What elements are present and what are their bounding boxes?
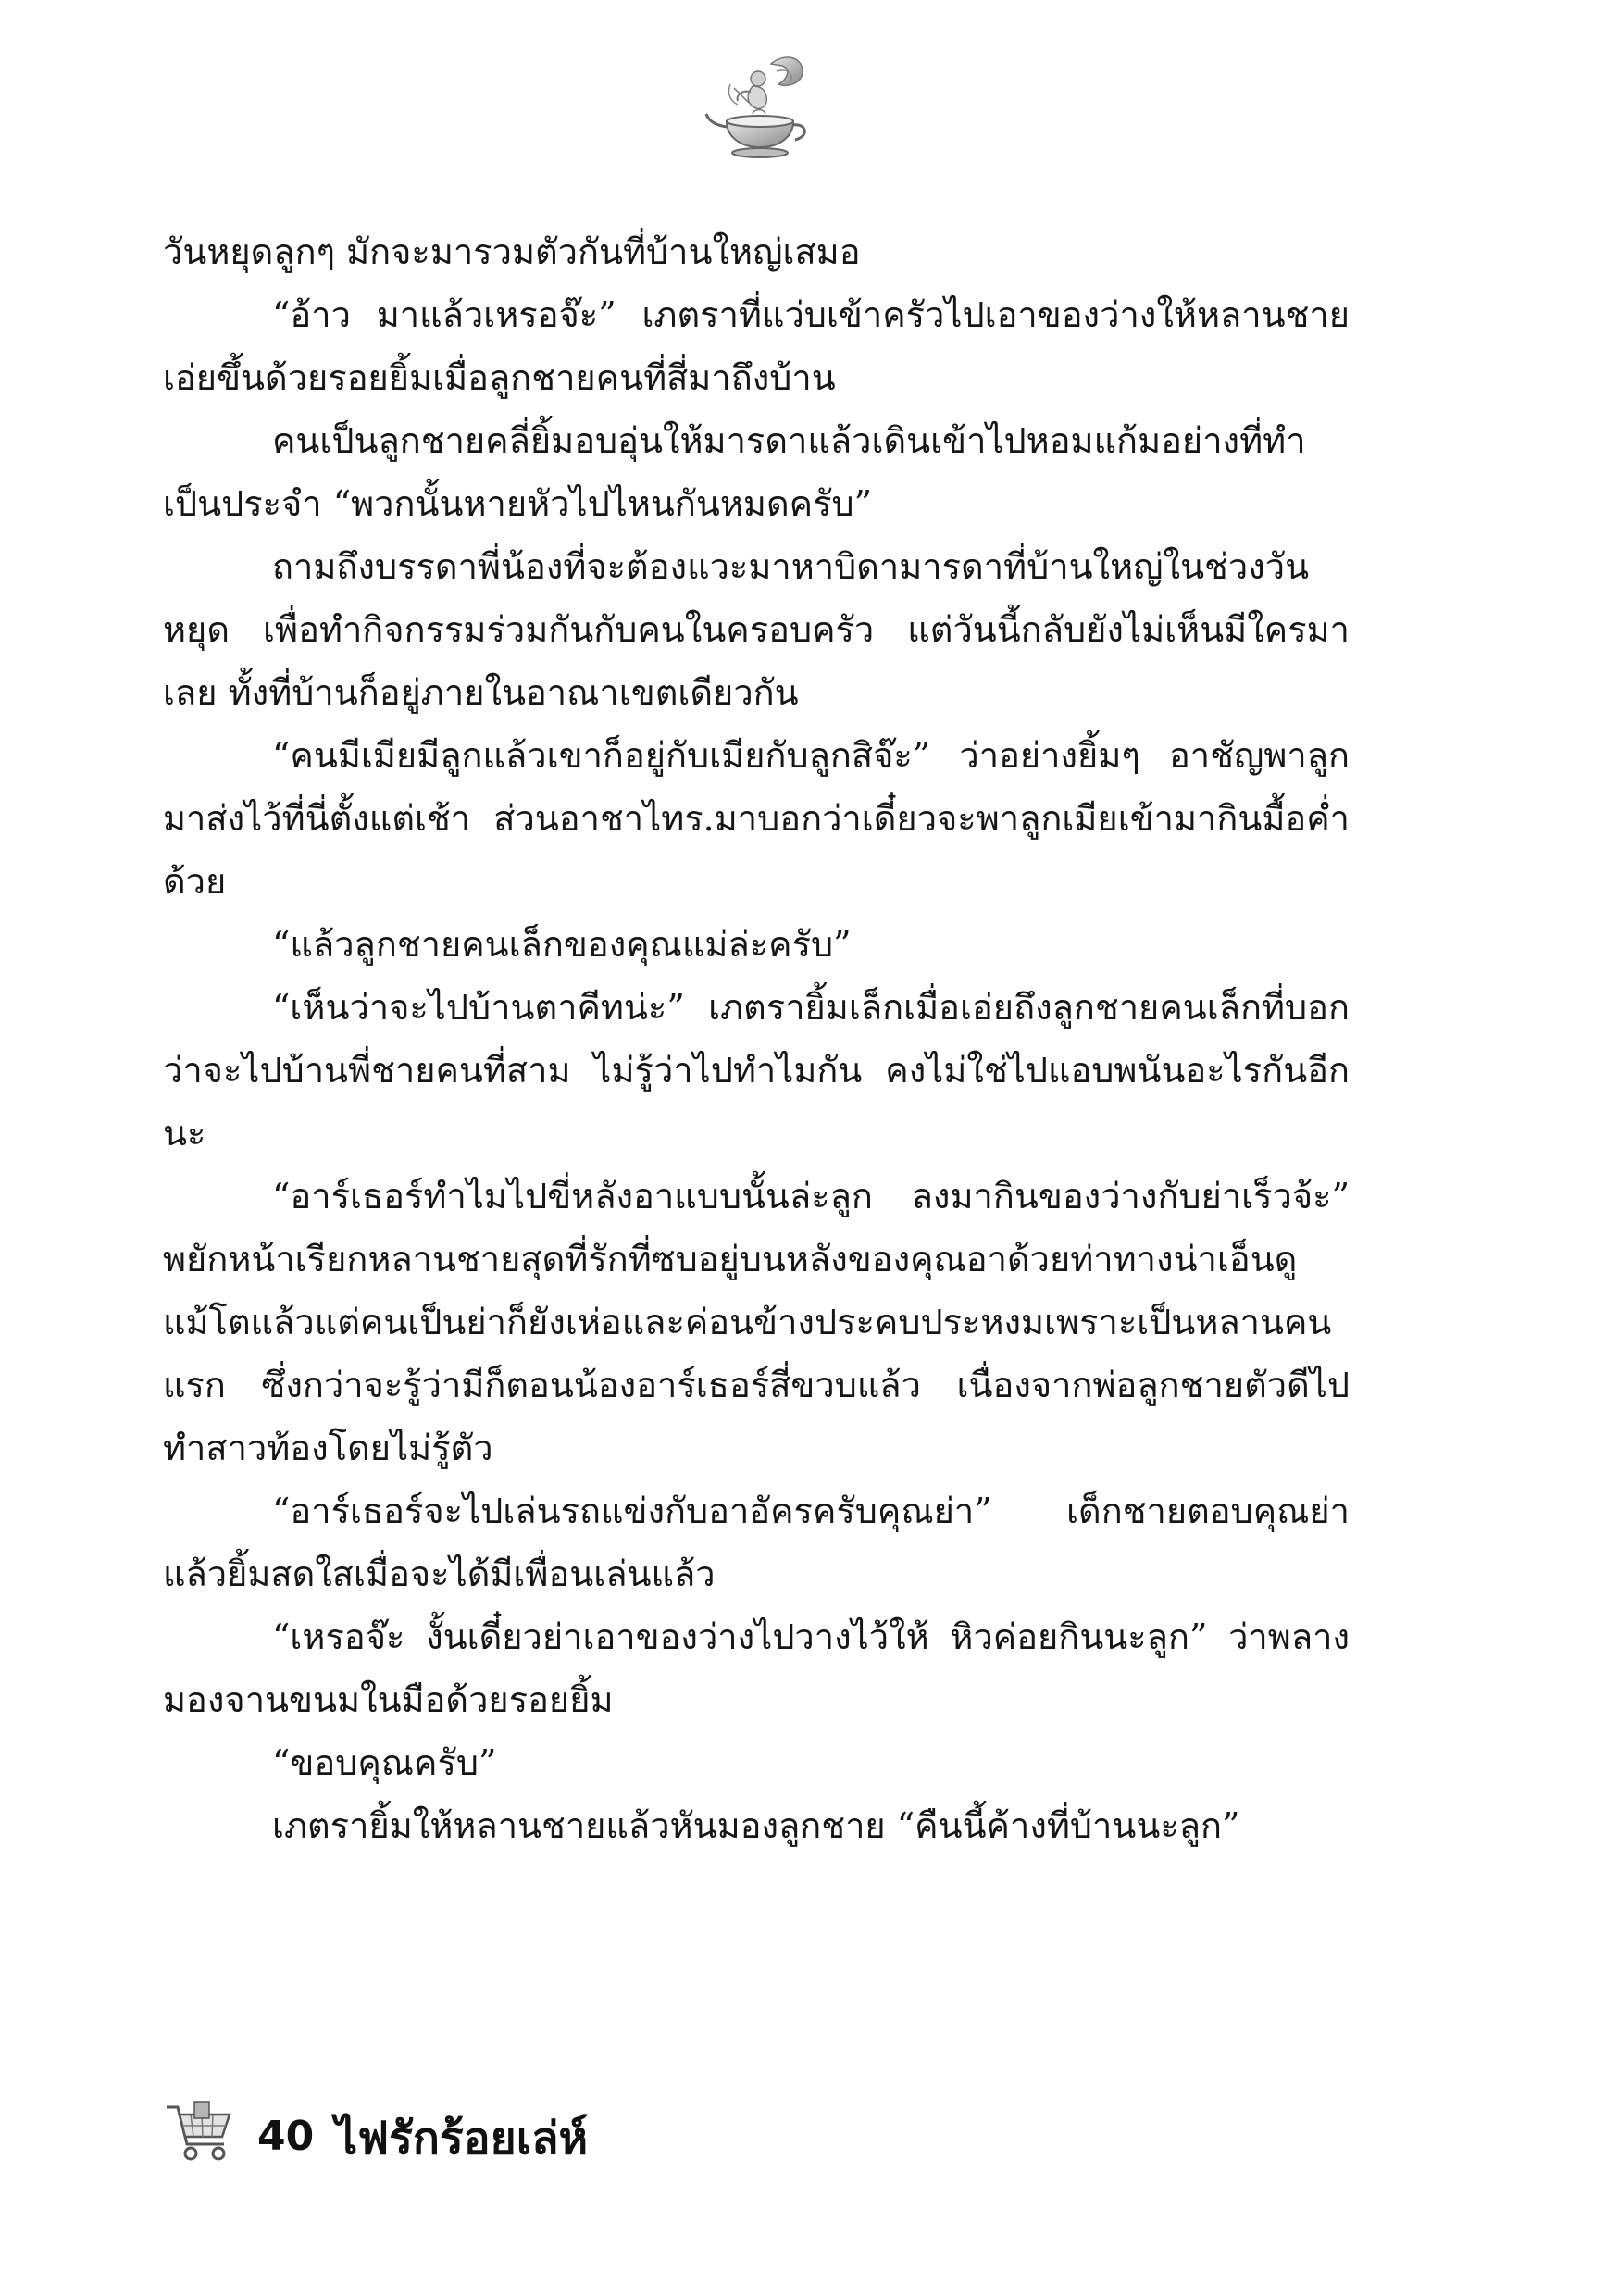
paragraph: “ขอบคุณครับ” [272,1742,497,1783]
paragraph: “อาร์เธอร์จะไปเล่นรถแข่งกับอาอัครครับคุณย่า” เด็กชายตอบคุณย่าแล้วยิ้มสดใสเมื่อจะได้มีเพื่อนเล่นแล้ว [163,1491,1350,1594]
paragraph: “คนมีเมียมีลูกแล้วเขาก็อยู่กับเมียกับลูกสิจ๊ะ” ว่าอย่างยิ้มๆ อาชัญพาลูกมาส่งไว้ที่นี่ตั้งแต่เช้า ส่วนอาชาไทร.มาบอกว่าเดี๋ยวจะพาลูกเมียเข้ามากินมื้อค่ำด้วย [163,735,1350,902]
paragraph: “เห็นว่าจะไปบ้านตาคีทน่ะ” เภตรายิ้มเล็กเมื่อเอ่ยถึงลูกชายคนเล็กที่บอกว่าจะไปบ้านพี่ชายคนที่สาม ไม่รู้ว่าไปทำไมกัน คงไม่ใช่ไปแอบพนันอะไรกันอีกนะ [163,987,1350,1154]
paragraph: “อ้าว มาแล้วเหรอจ๊ะ” เภตราที่แว่บเข้าครัวไปเอาของว่างให้หลานชายเอ่ยขึ้นด้วยรอยยิ้มเมื่อลูกชายคนที่สี่มาถึงบ้าน [163,294,1350,398]
paragraph: ถามถึงบรรดาพี่น้องที่จะต้องแวะมาหาบิดามารดาที่บ้านใหญ่ในช่วงวันหยุด เพื่อทำกิจกรรมร่วมกันกับคนในครอบครัว แต่วันนี้กลับยังไม่เห็นมีใครมาเลย ทั้งที่บ้านก็อยู่ภายในอาณาเขตเดียวกัน [163,546,1350,713]
cupid-teacup-ornament-icon [699,51,819,171]
page-number: 40 [257,2113,315,2160]
paragraph: คนเป็นลูกชายคลี่ยิ้มอบอุ่นให้มารดาแล้วเดินเข้าไปหอมแก้มอย่างที่ทำเป็นประจำ “พวกนั้นหายหัวไปไหนกันหมดครับ” [163,420,1306,524]
paragraph: “อาร์เธอร์ทำไมไปขี่หลังอาแบบนั้นล่ะลูก ลงมากินของว่างกับย่าเร็วจ้ะ” พยักหน้าเรียกหลานชายสุดที่รักที่ซบอยู่บนหลังของคุณอาด้วยท่าทางน่าเอ็นดู แม้โตแล้วแต่คนเป็นย่าก็ยังเห่อและค่อนข้างประคบประหงมเพราะเป็นหลานคนแรก ซึ่งกว่าจะรู้ว่ามีก็ตอนน้องอาร์เธอร์สี่ขวบแล้ว เนื่องจากพ่อลูกชายตัวดีไปทำสาวท้องโดยไม่รู้ตัว [163,1176,1350,1468]
page-footer [163,2094,811,2187]
paragraph: “แล้วลูกชายคนเล็กของคุณแม่ล่ะครับ” [272,924,852,965]
body-text [163,220,1350,1857]
shopping-cart-icon [163,2094,237,2168]
book-title: ไฟรักร้อยเล่ห์ [335,2113,589,2165]
paragraph: “เหรอจ๊ะ งั้นเดี๋ยวย่าเอาของว่างไปวางไว้ให้ หิวค่อยกินนะลูก” ว่าพลางมองจานขนมในมือด้วยรอยยิ้ม [163,1616,1350,1720]
paragraph: วันหยุดลูกๆ มักจะมารวมตัวกันที่บ้านใหญ่เสมอ [163,231,861,272]
paragraph: เภตรายิ้มให้หลานชายแล้วหันมองลูกชาย “คืนนี้ค้างที่บ้านนะลูก” [272,1805,1240,1846]
